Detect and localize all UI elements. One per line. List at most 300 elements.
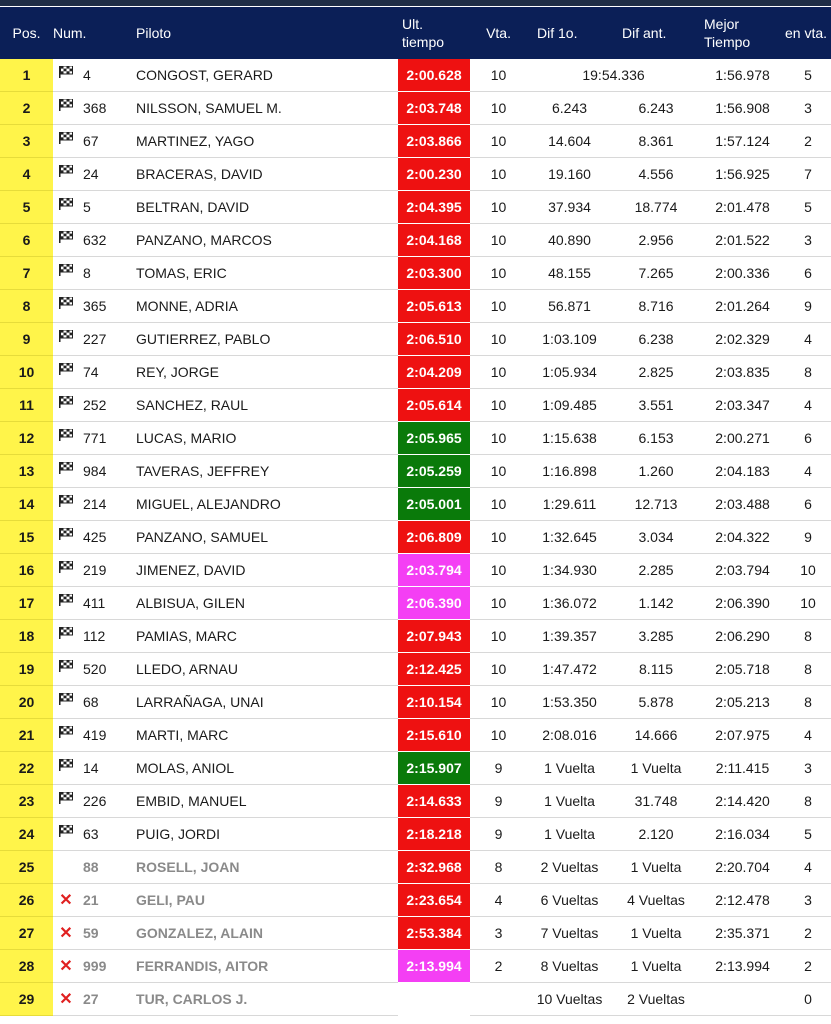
driver-name-cell: GELI, PAU [132,884,398,917]
laps-cell: 9 [470,785,527,818]
checkered-flag-icon [59,164,73,176]
driver-name-cell: ROSELL, JOAN [132,851,398,884]
table-row [0,587,831,620]
dif-prev-cell: 1 Vuelta [612,851,700,884]
last-time-cell: 2:18.218 [398,818,470,851]
last-time-cell: 2:03.300 [398,257,470,290]
position-cell: 5 [0,191,53,224]
table-row [0,686,831,719]
laps-cell: 10 [470,290,527,323]
checkered-flag-icon [59,692,73,704]
laps-cell: 10 [470,587,527,620]
last-time-cell: 2:04.168 [398,224,470,257]
driver-name-cell: REY, JORGE [132,356,398,389]
laps-cell: 10 [470,257,527,290]
dif-first-cell: 1 Vuelta [527,818,612,851]
dif-first-cell: 37.934 [527,191,612,224]
best-lap-cell: 3 [785,752,831,785]
driver-name-cell: PAMIAS, MARC [132,620,398,653]
best-time-cell: 1:57.124 [700,125,785,158]
header-num: Num. [53,7,132,59]
checkered-flag-icon [59,263,73,275]
laps-cell: 10 [470,422,527,455]
number-cell: 411 [79,587,132,620]
laps-cell: 10 [470,521,527,554]
dif-first-cell: 1:05.934 [527,356,612,389]
driver-name-cell: FERRANDIS, AITOR [132,950,398,983]
checkered-flag-icon [59,758,73,770]
table-row [0,389,831,422]
position-cell: 7 [0,257,53,290]
last-time-cell: 2:03.794 [398,554,470,587]
dif-prev-cell: 6.243 [612,92,700,125]
laps-cell: 10 [470,488,527,521]
best-lap-cell: 3 [785,224,831,257]
dif-prev-cell: 1.142 [612,587,700,620]
best-lap-cell: 2 [785,917,831,950]
best-lap-cell: 10 [785,554,831,587]
status-cell [53,884,79,917]
driver-name-cell: LUCAS, MARIO [132,422,398,455]
best-lap-cell: 2 [785,125,831,158]
dif-prev-cell: 5.878 [612,686,700,719]
last-time-cell: 2:07.943 [398,620,470,653]
position-cell: 18 [0,620,53,653]
laps-cell: 9 [470,752,527,785]
best-time-cell: 2:00.271 [700,422,785,455]
table-row [0,752,831,785]
best-time-cell: 1:56.925 [700,158,785,191]
dif-first-cell: 56.871 [527,290,612,323]
driver-name-cell: BRACERAS, DAVID [132,158,398,191]
header-difant: Dif ant. [612,7,700,59]
best-time-cell: 2:03.794 [700,554,785,587]
header-pos: Pos. [0,7,53,59]
status-cell [53,59,79,92]
laps-cell: 10 [470,686,527,719]
best-time-cell: 2:04.322 [700,521,785,554]
position-cell: 19 [0,653,53,686]
position-cell: 16 [0,554,53,587]
driver-name-cell: SANCHEZ, RAUL [132,389,398,422]
header-vta: Vta. [470,7,527,59]
status-cell [53,92,79,125]
position-cell: 29 [0,983,53,1016]
best-time-cell: 2:02.329 [700,323,785,356]
dif-first-cell: 8 Vueltas [527,950,612,983]
last-time-cell [398,983,470,1016]
dif-prev-cell: 2.120 [612,818,700,851]
best-time-cell: 2:05.718 [700,653,785,686]
driver-name-cell: MOLAS, ANIOL [132,752,398,785]
dif-first-cell: 1:53.350 [527,686,612,719]
table-row [0,653,831,686]
table-row [0,488,831,521]
last-time-cell: 2:10.154 [398,686,470,719]
number-cell: 112 [79,620,132,653]
dif-prev-cell: 18.774 [612,191,700,224]
number-cell: 425 [79,521,132,554]
results-body [0,59,831,1016]
best-time-cell: 2:35.371 [700,917,785,950]
number-cell: 27 [79,983,132,1016]
dif-prev-cell: 8.115 [612,653,700,686]
position-cell: 10 [0,356,53,389]
best-lap-cell: 5 [785,818,831,851]
number-cell: 226 [79,785,132,818]
checkered-flag-icon [59,593,73,605]
laps-cell: 3 [470,917,527,950]
best-lap-cell: 5 [785,59,831,92]
dif-first-cell: 1:03.109 [527,323,612,356]
checkered-flag-icon [59,296,73,308]
dif-prev-cell: 8.716 [612,290,700,323]
dif-first-cell: 1:15.638 [527,422,612,455]
laps-cell [470,983,527,1016]
dif-first-cell: 1:32.645 [527,521,612,554]
status-cell [53,224,79,257]
checkered-flag-icon [59,329,73,341]
last-time-cell: 2:05.259 [398,455,470,488]
best-time-cell: 2:12.478 [700,884,785,917]
dif-prev-cell: 6.153 [612,422,700,455]
table-row [0,356,831,389]
last-time-cell: 2:05.001 [398,488,470,521]
laps-cell: 2 [470,950,527,983]
position-cell: 23 [0,785,53,818]
retired-x-icon: ✕ [59,958,73,975]
dif-first-cell: 1:39.357 [527,620,612,653]
best-time-cell: 2:11.415 [700,752,785,785]
dif-prev-cell: 2 Vueltas [612,983,700,1016]
position-cell: 15 [0,521,53,554]
checkered-flag-icon [59,461,73,473]
laps-cell: 10 [470,719,527,752]
dif-prev-cell: 1 Vuelta [612,950,700,983]
table-row [0,917,831,950]
number-cell: 632 [79,224,132,257]
driver-name-cell: PUIG, JORDI [132,818,398,851]
best-time-cell [700,983,785,1016]
last-time-cell: 2:12.425 [398,653,470,686]
dif-first-cell: 1:16.898 [527,455,612,488]
table-row [0,983,831,1016]
checkered-flag-icon [59,131,73,143]
retired-x-icon: ✕ [59,925,73,942]
driver-name-cell: MARTINEZ, YAGO [132,125,398,158]
laps-cell: 8 [470,851,527,884]
last-time-cell: 2:00.628 [398,59,470,92]
table-row [0,950,831,983]
number-cell: 68 [79,686,132,719]
top-bar [0,0,831,7]
table-row [0,290,831,323]
table-row [0,59,831,92]
position-cell: 2 [0,92,53,125]
checkered-flag-icon [59,395,73,407]
retired-x-icon: ✕ [59,991,73,1008]
driver-name-cell: NILSSON, SAMUEL M. [132,92,398,125]
number-cell: 368 [79,92,132,125]
number-cell: 67 [79,125,132,158]
last-time-cell: 2:23.654 [398,884,470,917]
status-cell [53,818,79,851]
driver-name-cell: ALBISUA, GILEN [132,587,398,620]
position-cell: 12 [0,422,53,455]
dif-first-cell: 7 Vueltas [527,917,612,950]
last-time-cell: 2:03.748 [398,92,470,125]
best-lap-cell: 8 [785,653,831,686]
status-cell [53,422,79,455]
table-row [0,422,831,455]
driver-name-cell: MIGUEL, ALEJANDRO [132,488,398,521]
table-row [0,620,831,653]
laps-cell: 4 [470,884,527,917]
position-cell: 4 [0,158,53,191]
best-time-cell: 2:03.488 [700,488,785,521]
table-row [0,884,831,917]
position-cell: 13 [0,455,53,488]
status-cell [53,785,79,818]
best-lap-cell: 4 [785,851,831,884]
position-cell: 17 [0,587,53,620]
dif-first-cell: 1:36.072 [527,587,612,620]
dif-prev-cell: 3.285 [612,620,700,653]
number-cell: 5 [79,191,132,224]
dif-prev-cell: 1 Vuelta [612,917,700,950]
status-cell [53,752,79,785]
position-cell: 21 [0,719,53,752]
best-lap-cell: 8 [785,785,831,818]
dif-prev-cell: 1 Vuelta [612,752,700,785]
best-time-cell: 2:16.034 [700,818,785,851]
driver-name-cell: TAVERAS, JEFFREY [132,455,398,488]
laps-cell: 10 [470,323,527,356]
position-cell: 28 [0,950,53,983]
table-row [0,851,831,884]
last-time-cell: 2:15.907 [398,752,470,785]
driver-name-cell: JIMENEZ, DAVID [132,554,398,587]
dif-prev-cell: 14.666 [612,719,700,752]
laps-cell: 10 [470,191,527,224]
dif-prev-cell: 2.956 [612,224,700,257]
best-lap-cell: 3 [785,884,831,917]
table-row [0,92,831,125]
best-time-cell: 2:03.347 [700,389,785,422]
dif-first-cell: 19.160 [527,158,612,191]
number-cell: 88 [79,851,132,884]
table-row [0,191,831,224]
laps-cell: 9 [470,818,527,851]
laps-cell: 10 [470,356,527,389]
status-cell [53,290,79,323]
number-cell: 419 [79,719,132,752]
checkered-flag-icon [59,65,73,77]
dif-prev-cell: 3.034 [612,521,700,554]
dif-prev-cell: 8.361 [612,125,700,158]
number-cell: 227 [79,323,132,356]
dif-prev-cell: 4 Vueltas [612,884,700,917]
table-row [0,521,831,554]
checkered-flag-icon [59,560,73,572]
best-lap-cell: 0 [785,983,831,1016]
last-time-cell: 2:06.390 [398,587,470,620]
number-cell: 365 [79,290,132,323]
dif-prev-cell: 1.260 [612,455,700,488]
table-row [0,818,831,851]
dif-prev-cell: 2.285 [612,554,700,587]
dif-first-cell: 6 Vueltas [527,884,612,917]
position-cell: 26 [0,884,53,917]
best-time-cell: 2:06.290 [700,620,785,653]
best-time-cell: 2:07.975 [700,719,785,752]
dif-prev-cell: 7.265 [612,257,700,290]
header-ult-tiempo: Ult. tiempo [398,7,470,59]
status-cell [53,950,79,983]
dif-first-cell: 2:08.016 [527,719,612,752]
status-cell [53,620,79,653]
dif-first-cell: 1:09.485 [527,389,612,422]
checkered-flag-icon [59,824,73,836]
position-cell: 3 [0,125,53,158]
dif-first-cell: 1:34.930 [527,554,612,587]
checkered-flag-icon [59,527,73,539]
laps-cell: 10 [470,653,527,686]
best-time-cell: 2:01.522 [700,224,785,257]
best-time-cell: 2:00.336 [700,257,785,290]
checkered-flag-icon [59,494,73,506]
best-time-cell: 2:01.264 [700,290,785,323]
number-cell: 63 [79,818,132,851]
driver-name-cell: EMBID, MANUEL [132,785,398,818]
dif-first-cell: 14.604 [527,125,612,158]
number-cell: 771 [79,422,132,455]
best-time-cell: 2:13.994 [700,950,785,983]
header-piloto: Piloto [132,7,398,59]
last-time-cell: 2:04.395 [398,191,470,224]
best-time-cell: 2:05.213 [700,686,785,719]
driver-name-cell: PANZANO, MARCOS [132,224,398,257]
status-cell [53,653,79,686]
best-lap-cell: 8 [785,356,831,389]
number-cell: 4 [79,59,132,92]
last-time-cell: 2:32.968 [398,851,470,884]
laps-cell: 10 [470,389,527,422]
last-time-cell: 2:05.613 [398,290,470,323]
number-cell: 984 [79,455,132,488]
number-cell: 252 [79,389,132,422]
status-cell [53,851,79,884]
number-cell: 59 [79,917,132,950]
dif-first-cell: 40.890 [527,224,612,257]
driver-name-cell: MONNE, ADRIA [132,290,398,323]
number-cell: 74 [79,356,132,389]
results-table [0,7,831,1016]
best-lap-cell: 4 [785,719,831,752]
driver-name-cell: BELTRAN, DAVID [132,191,398,224]
laps-cell: 10 [470,620,527,653]
best-time-cell: 2:06.390 [700,587,785,620]
number-cell: 219 [79,554,132,587]
header-envta: en vta. [785,7,831,59]
checkered-flag-icon [59,98,73,110]
position-cell: 9 [0,323,53,356]
checkered-flag-icon [59,791,73,803]
best-lap-cell: 4 [785,389,831,422]
laps-cell: 10 [470,554,527,587]
best-lap-cell: 4 [785,323,831,356]
checkered-flag-icon [59,428,73,440]
table-row [0,323,831,356]
dif-first-cell: 1 Vuelta [527,752,612,785]
status-cell [53,521,79,554]
position-cell: 24 [0,818,53,851]
best-lap-cell: 8 [785,686,831,719]
status-cell [53,356,79,389]
dif-first-cell: 2 Vueltas [527,851,612,884]
table-row [0,125,831,158]
position-cell: 14 [0,488,53,521]
table-row [0,455,831,488]
table-row [0,554,831,587]
header-dif1: Dif 1o. [527,7,612,59]
dif-prev-cell: 2.825 [612,356,700,389]
driver-name-cell: LLEDO, ARNAU [132,653,398,686]
dif-first-cell: 1:47.472 [527,653,612,686]
last-time-cell: 2:06.510 [398,323,470,356]
laps-cell: 10 [470,158,527,191]
status-cell [53,686,79,719]
checkered-flag-icon [59,230,73,242]
status-cell [53,917,79,950]
status-cell [53,125,79,158]
status-cell [53,257,79,290]
checkered-flag-icon [59,362,73,374]
laps-cell: 10 [470,455,527,488]
driver-name-cell: TUR, CARLOS J. [132,983,398,1016]
best-time-cell: 2:04.183 [700,455,785,488]
checkered-flag-icon [59,725,73,737]
status-cell [53,983,79,1016]
last-time-cell: 2:05.614 [398,389,470,422]
last-time-cell: 2:00.230 [398,158,470,191]
position-cell: 11 [0,389,53,422]
best-time-cell: 2:14.420 [700,785,785,818]
best-time-cell: 2:20.704 [700,851,785,884]
status-cell [53,158,79,191]
position-cell: 27 [0,917,53,950]
last-time-cell: 2:04.209 [398,356,470,389]
dif-prev-cell: 12.713 [612,488,700,521]
checkered-flag-icon [59,626,73,638]
laps-cell: 10 [470,224,527,257]
laps-cell: 10 [470,92,527,125]
best-time-cell: 1:56.978 [700,59,785,92]
laps-cell: 10 [470,125,527,158]
driver-name-cell: CONGOST, GERARD [132,59,398,92]
header-mejor-tiempo: Mejor Tiempo [700,7,785,59]
laps-cell: 10 [470,59,527,92]
best-lap-cell: 2 [785,950,831,983]
driver-name-cell: LARRAÑAGA, UNAI [132,686,398,719]
status-cell [53,488,79,521]
last-time-cell: 2:15.610 [398,719,470,752]
best-lap-cell: 7 [785,158,831,191]
position-cell: 20 [0,686,53,719]
last-time-cell: 2:14.633 [398,785,470,818]
number-cell: 8 [79,257,132,290]
table-row [0,719,831,752]
